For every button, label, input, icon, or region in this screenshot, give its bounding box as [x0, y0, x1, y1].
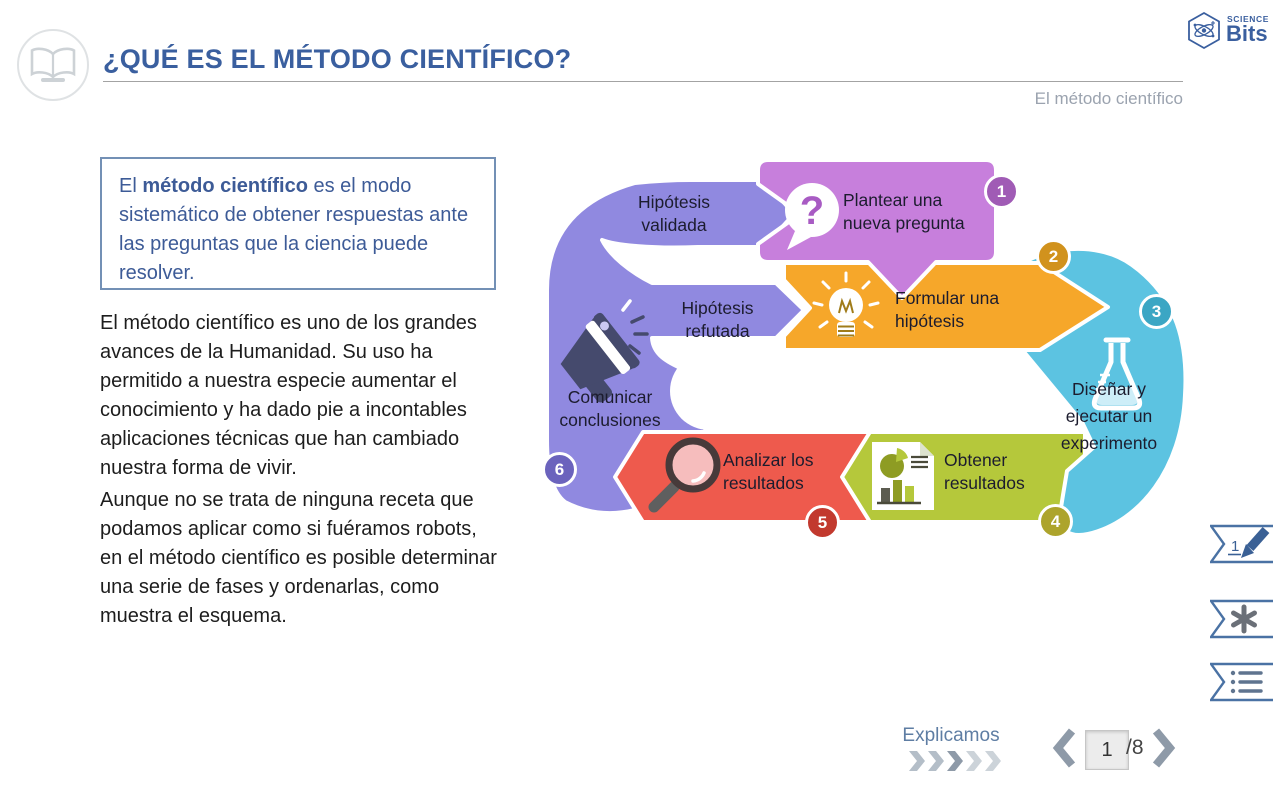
label-step-3: Diseñar y ejecutar un experimento — [1060, 379, 1158, 453]
tab-notes[interactable] — [1210, 523, 1273, 565]
step-4-badge: 4 — [1038, 504, 1073, 539]
step-3-badge: 3 — [1139, 294, 1174, 329]
lesson-type-book-icon — [17, 29, 89, 101]
label-step-4: Obtener resultados — [944, 450, 1025, 493]
paragraph-2: Aunque no se trata de ninguna receta que podamos aplicar como si fuéramos robots, en el método científico es posible determinar una serie de fases y ordenarlas, como muestra el esquema. — [100, 489, 497, 627]
page-number-input[interactable] — [1085, 730, 1129, 770]
atom-hexagon-icon — [1185, 11, 1223, 51]
logo-word-science: SCIENCE — [1227, 14, 1269, 24]
tab-glossary[interactable] — [1210, 598, 1273, 640]
breadcrumb: El método científico — [1034, 89, 1183, 108]
paragraph-1: El método científico es uno de los grandes avances de la Humanidad. Su uso ha permitido a nuestra especie aumentar el conocimiento y ha dado pie a incontables aplicaciones técnicas que han cambiado nuestra forma de vivir. — [100, 312, 477, 479]
step-6-badge: 6 — [542, 452, 577, 487]
open-book-icon — [29, 45, 77, 85]
logo-word-bits: Bits — [1226, 21, 1268, 46]
step-1-badge: 1 — [984, 174, 1019, 209]
next-page-button[interactable] — [1150, 726, 1176, 770]
label-step-1: Plantear una nueva pregunta — [843, 190, 965, 233]
prev-page-button[interactable] — [1052, 726, 1078, 770]
results-document-icon — [872, 442, 934, 510]
label-step-2: Formular una hipótesis — [895, 288, 1000, 331]
definition-suffix: es el modo sistemático de obtener respuestas ante las preguntas que la ciencia puede resolver. — [119, 175, 469, 284]
label-hypothesis-refuted: Hipótesis refutada — [681, 298, 754, 341]
section-label: Explicamos — [902, 725, 1000, 746]
label-step-6: Comunicar conclusiones — [559, 387, 661, 430]
title-divider — [103, 81, 1183, 82]
label-step-5: Analizar los resultados — [723, 450, 814, 493]
page-title: ¿QUÉ ES EL MÉTODO CIENTÍFICO? — [103, 44, 572, 74]
definition-box — [100, 157, 496, 290]
notes-count: 1 — [1231, 538, 1240, 555]
science-bits-logo — [1185, 8, 1271, 54]
page-total: /8 — [1126, 736, 1144, 759]
definition-term: método científico — [142, 175, 308, 197]
tab-index[interactable] — [1210, 661, 1273, 703]
label-hypothesis-validated: Hipótesis validada — [638, 192, 710, 235]
diagram-center-hole — [670, 352, 1042, 430]
svg-text:?: ? — [799, 189, 825, 233]
scientific-method-diagram — [540, 150, 1185, 550]
section-progress-chevrons — [909, 751, 1007, 771]
step-5-badge: 5 — [805, 505, 840, 540]
definition-prefix: El — [119, 175, 143, 197]
step-2-badge: 2 — [1036, 239, 1071, 274]
